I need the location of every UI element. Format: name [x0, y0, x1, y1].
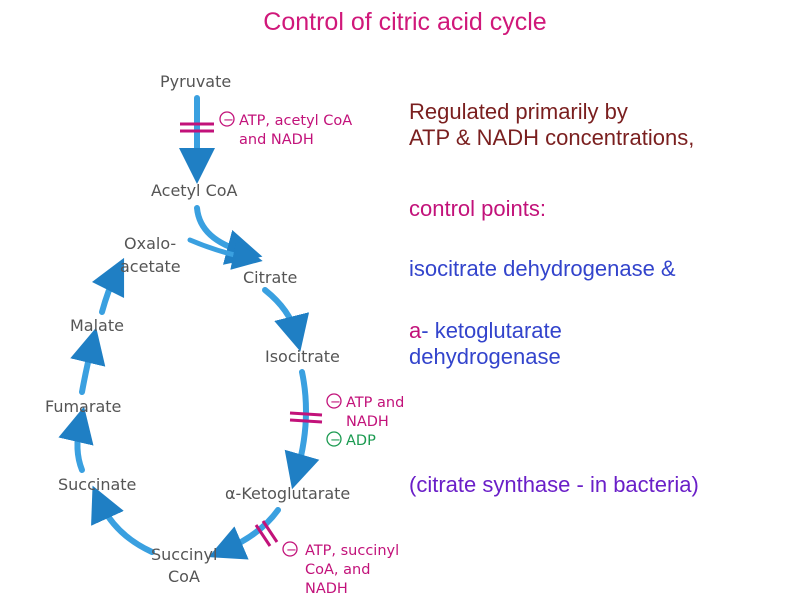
regulation-summary: [409, 99, 694, 151]
idh-inhibition-bar-bottom: [290, 420, 322, 422]
control-point-ketoglutarate-dh: [409, 318, 562, 370]
pdh-inhibitors-line1: ATP, acetyl CoA: [239, 113, 353, 129]
regulator-ketoglutarate-dehydrogenase: [283, 542, 399, 597]
idh-inhibition-bar-top: [290, 413, 322, 415]
arrow-succinate-to-fumarate: [77, 424, 82, 470]
akgdh-line2: dehydrogenase: [409, 344, 561, 369]
node-succinyl-coa-line1: Succinyl: [151, 545, 218, 564]
control-points-heading: control points:: [409, 196, 546, 221]
pdh-inhibitors-line2: and NADH: [239, 132, 314, 148]
node-pyruvate: Pyruvate: [160, 72, 232, 91]
control-point-isocitrate-dh: isocitrate dehydrogenase &: [409, 256, 676, 281]
akgdh-inhibitors-line3: NADH: [305, 581, 348, 597]
regulator-pyruvate-dehydrogenase: [220, 112, 352, 148]
regulation-line2: ATP & NADH concentrations,: [409, 125, 695, 150]
idh-inhibitors-line1: ATP and: [346, 395, 405, 411]
node-ketoglutarate: α-Ketoglutarate: [225, 484, 351, 503]
page-title: Control of citric acid cycle: [263, 8, 547, 36]
regulation-line1: Regulated primarily by: [409, 99, 628, 124]
bacteria-note: (citrate synthase - in bacteria): [409, 472, 699, 497]
inhibitor-sign-text: −: [330, 395, 341, 410]
idh-activator: ADP: [346, 433, 376, 449]
node-oxaloacetate-line2: acetate: [120, 257, 181, 276]
inhibitor-sign-text: −: [286, 543, 297, 558]
arrow-citrate-to-isocitrate: [265, 290, 296, 334]
node-fumarate: Fumarate: [45, 397, 122, 416]
akgdh-line1-text: - ketoglutarate: [421, 318, 562, 343]
arrow-fumarate-to-malate: [82, 345, 92, 392]
node-acetyl-coa: Acetyl CoA: [151, 181, 238, 200]
akgdh-inhibitors-line1: ATP, succinyl: [305, 543, 400, 559]
regulator-isocitrate-dehydrogenase: [327, 394, 404, 449]
inhibitor-sign-text: −: [223, 113, 234, 128]
akgdh-inhibitors-line2: CoA, and: [305, 562, 371, 578]
alpha-glyph: a: [409, 318, 422, 343]
idh-inhibitors-line2: NADH: [346, 414, 389, 430]
arrow-malate-to-oxaloacetate: [102, 274, 116, 312]
activator-sign-text: −: [330, 433, 341, 448]
node-succinate: Succinate: [58, 475, 137, 494]
arrow-succinyl-coa-to-succinate: [100, 502, 152, 552]
node-oxaloacetate-line1: Oxalo-: [124, 234, 177, 253]
node-isocitrate: Isocitrate: [265, 347, 340, 366]
akgdh-line1: [409, 318, 562, 344]
node-succinyl-coa-line2: CoA: [168, 567, 200, 586]
node-malate: Malate: [70, 316, 124, 335]
node-citrate: Citrate: [243, 268, 298, 287]
